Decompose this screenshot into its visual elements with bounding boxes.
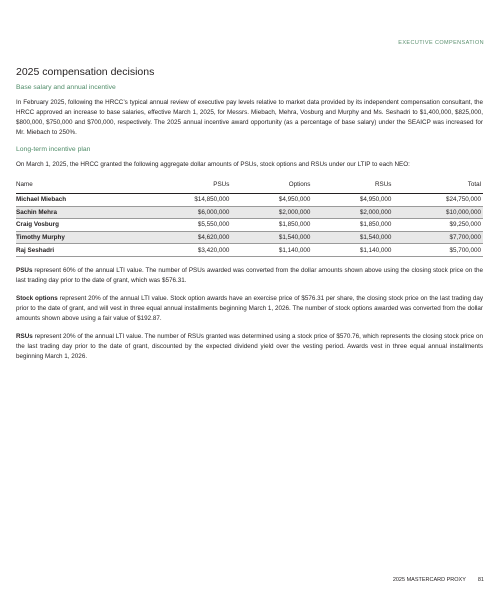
- neo-name: Timothy Murphy: [16, 234, 65, 242]
- rsus-value: $2,000,000: [359, 208, 392, 216]
- table-row: [16, 206, 483, 219]
- rsus-value: $1,140,000: [359, 246, 392, 254]
- rsus-note: [16, 332, 483, 362]
- psus-note-label: PSUs: [16, 266, 33, 274]
- footer-doc-title: 2025 MASTERCARD PROXY: [392, 577, 466, 583]
- column-header-rsus: RSUs: [374, 181, 392, 188]
- table-row: [16, 219, 483, 232]
- psus-value: $14,850,000: [194, 196, 230, 204]
- neo-name: Michael Miebach: [16, 196, 67, 204]
- rsus-value: $1,540,000: [359, 234, 392, 242]
- psus-value: $6,000,000: [197, 208, 230, 216]
- total-value: $9,250,000: [449, 221, 481, 229]
- rsus-value: $4,950,000: [359, 196, 392, 204]
- options-note-text: represent 20% of the annual LTI value. Stock option awards have an exercise price of $576.31 per share, the closing stock price on the last trading day prior to the date of grant, and will vest in three equal annual installments beginning March 1, 2026. The number of stock options awarded was converted from the dollar amounts shown above using a fair value of $192.87.: [16, 294, 483, 322]
- page-number: 81: [477, 577, 484, 583]
- column-header-total: Total: [467, 181, 481, 188]
- psus-value: $5,550,000: [197, 221, 230, 229]
- column-header-name: Name: [16, 181, 33, 188]
- base-salary-heading: Base salary and annual incentive: [16, 84, 116, 91]
- psus-value: $4,620,000: [197, 234, 230, 242]
- page-title: 2025 compensation decisions: [16, 66, 155, 78]
- rsus-note-label: RSUs: [16, 332, 33, 340]
- psus-note: [16, 266, 483, 286]
- neo-name: Craig Vosburg: [16, 221, 59, 229]
- total-value: $5,700,000: [449, 246, 481, 254]
- neo-name: Sachin Mehra: [16, 208, 57, 216]
- psus-value: $3,420,000: [197, 246, 230, 254]
- ltip-grants-table: [16, 178, 483, 257]
- options-value: $1,140,000: [278, 246, 311, 254]
- neo-name: Raj Seshadri: [16, 246, 55, 254]
- page-footer: [393, 577, 484, 583]
- ltip-heading: Long-term incentive plan: [16, 146, 91, 153]
- table-row: [16, 194, 483, 207]
- options-note: [16, 294, 483, 324]
- total-value: $7,700,000: [449, 234, 481, 242]
- rsus-value: $1,850,000: [359, 221, 392, 229]
- options-value: $4,950,000: [278, 196, 311, 204]
- ltip-intro-paragraph: On March 1, 2025, the HRCC granted the following aggregate dollar amounts of PSUs, stock options and RSUs under our LTIP to each NEO:: [16, 161, 410, 168]
- options-value: $1,540,000: [278, 234, 311, 242]
- total-value: $24,750,000: [445, 196, 481, 204]
- base-salary-paragraph: In February 2025, following the HRCC’s typical annual review of executive pay levels relative to market data provided by its independent compensation consultant, the HRCC approved an increase to base salaries, effective March 1, 2025, for Messrs. Miebach, Mehra, Vosburg and Murphy and Ms. Seshadri to $1,400,000, $825,000, $800,000, $750,000 and $700,000, respectively. The 2025 annual incentive award opportunity (as a percentage of base salary) under the SEAICP was increased for Mr. Miebach to 250%.: [16, 99, 483, 136]
- table-header-row: [16, 178, 483, 194]
- table-row: [16, 231, 483, 244]
- options-value: $2,000,000: [278, 208, 311, 216]
- column-header-options: Options: [288, 181, 311, 188]
- total-value: $10,000,000: [445, 208, 481, 216]
- options-value: $1,850,000: [278, 221, 311, 229]
- rsus-note-text: represent 20% of the annual LTI value. The number of RSUs granted was determined using a stock price of $570.76, which represents the closing stock price on the last trading day prior to the date of grant, discounted by the expected dividend yield over the vesting period. Awards vest in three equal annual installments beginning March 1, 2026.: [16, 332, 483, 360]
- options-note-label: Stock options: [16, 294, 58, 302]
- table-row: [16, 244, 483, 257]
- psus-note-text: represent 60% of the annual LTI value. The number of PSUs awarded was converted from the dollar amounts shown above using the closing stock price on the last trading day prior to the date of grant, which was $576.31.: [16, 266, 483, 284]
- main-content: [16, 66, 483, 370]
- column-header-psus: PSUs: [213, 181, 230, 188]
- section-header: EXECUTIVE COMPENSATION: [398, 40, 484, 46]
